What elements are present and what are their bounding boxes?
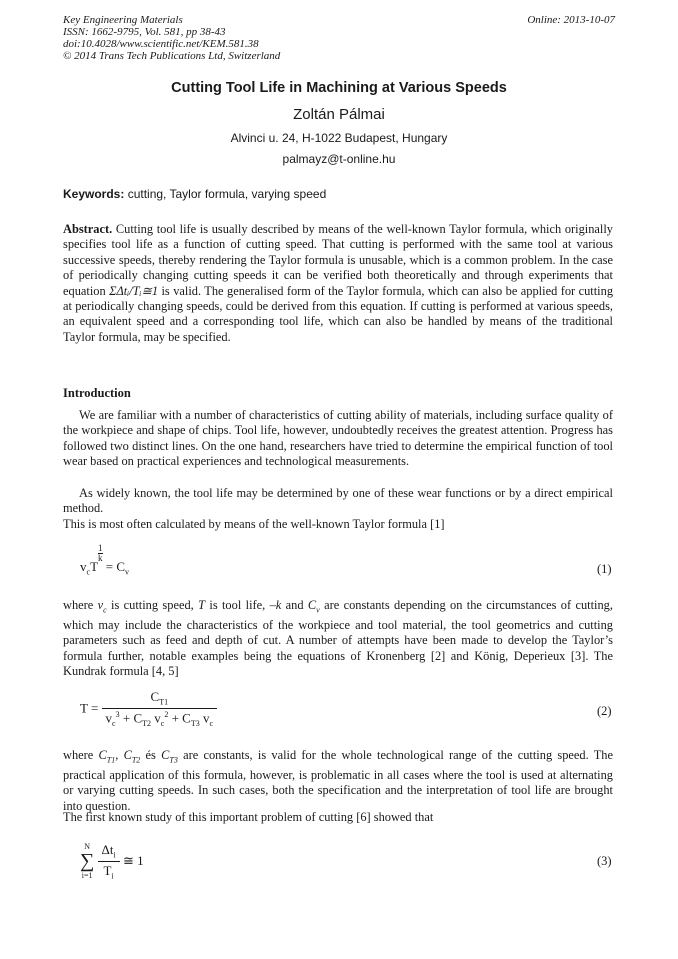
journal-header [63, 14, 615, 62]
online-date: Online: 2013-10-07 [527, 14, 615, 26]
equation-1: $v_cT$ $\frac{1}{k}$ = $C_v$ [80, 543, 130, 577]
equation-3-number: (3) [597, 854, 612, 868]
copyright: © 2014 Trans Tech Publications Ltd, Switzerland [63, 50, 281, 62]
equation-2-number: (2) [597, 704, 612, 718]
equation-1-number: (1) [597, 562, 612, 576]
author-name: Zoltán Pálmai [293, 106, 385, 123]
issn: ISSN: 1662-9795, Vol. 581, pp 38-43 [63, 26, 226, 38]
equation-3: N ∑ i=1 $\frac{\Delta t_i}{T_i}$ ≅ 1 [80, 842, 144, 881]
intro-paragraph-5: where $C_{T1}$, $C_{T2}$ és $C_{T3}$ are constants, is valid for the whole technological range of the cutting speed. The practical application of this formula, however, is problematic in all cases where the tool is used at alternating or varying cutting speeds. In such cases, both the specification and the interpretation of tool life are brought into question. [63, 748, 613, 813]
keywords [63, 187, 615, 201]
abstract-inline-equation: ΣΔtᵢ/Tᵢ≅1 [109, 283, 159, 298]
paper-title: Cutting Tool Life in Machining at Various Speeds [171, 80, 507, 96]
journal-name: Key Engineering Materials [63, 14, 183, 26]
author-email: palmayz@t-online.hu [282, 152, 396, 166]
abstract-label: Abstract. [63, 222, 113, 236]
abstract [63, 222, 613, 345]
equation-2: T = $\frac{C_{T1}}{v_c^3 + C_{T2} v_c^2 + C_{T3} v_c}$ [80, 689, 217, 728]
intro-paragraph-3: This is most often calculated by means of the well-known Taylor formula [1] [63, 517, 445, 531]
intro-paragraph-6: The first known study of this important problem of cutting [6] showed that [63, 810, 434, 824]
abstract-text-1: Cutting tool life is usually described by means of the well-known Taylor formula, which originally specifies tool life as a function of cutting speed. That cutting is performed with the same tool at various successive speeds, thereby rendering the Taylor formula is unusable, which is a common problem. In the case of periodically changing cutting speeds it can be verified both theoretically and through experiments that equation [63, 222, 613, 298]
doi: doi:10.4028/www.scientific.net/KEM.581.38 [63, 38, 259, 50]
author-address: Alvinci u. 24, H-1022 Budapest, Hungary [230, 131, 448, 145]
intro-paragraph-2: As widely known, the tool life may be determined by one of these wear functions or by a direct empirical method. [63, 486, 613, 516]
intro-paragraph-1: We are familiar with a number of characteristics of cutting ability of materials, including surface quality of the workpiece and shape of chips. Tool life, however, undoubtedly receives the greatest attention. Progress has followed two distinct lines. On the one hand, researchers have tried to determine the empirical function of tool wear based on practical experiences and technological measurements. [63, 408, 613, 469]
section-heading-introduction: Introduction [63, 386, 131, 400]
keywords-label: Keywords: [63, 187, 125, 201]
abstract-text-2: is valid. The generalised form of the Taylor formula, which can also be applied for cutting at periodically changing speeds, could be derived from this equation. If cutting is performed at various speeds, an equivalent speed and a corresponding tool life, which can also be handled by means of the traditional Taylor formula, may be specified. [63, 283, 614, 344]
intro-paragraph-4: where $v_c$ is cutting speed, T is tool life, –k and $C_v$ are constants depending on the circumstances of cutting, which may include the characteristics of the workpiece and tool material, the tool geometrics and cutting parameters such as feed and depth of cut. A number of attempts have been made to develop the Taylor’s formula further, notable examples being the equations of Kronenberg [2] and König, Deperieux [3]. The Kundrak formula [4, 5] [63, 598, 613, 679]
keywords-text: cutting, Taylor formula, varying speed [124, 187, 327, 201]
